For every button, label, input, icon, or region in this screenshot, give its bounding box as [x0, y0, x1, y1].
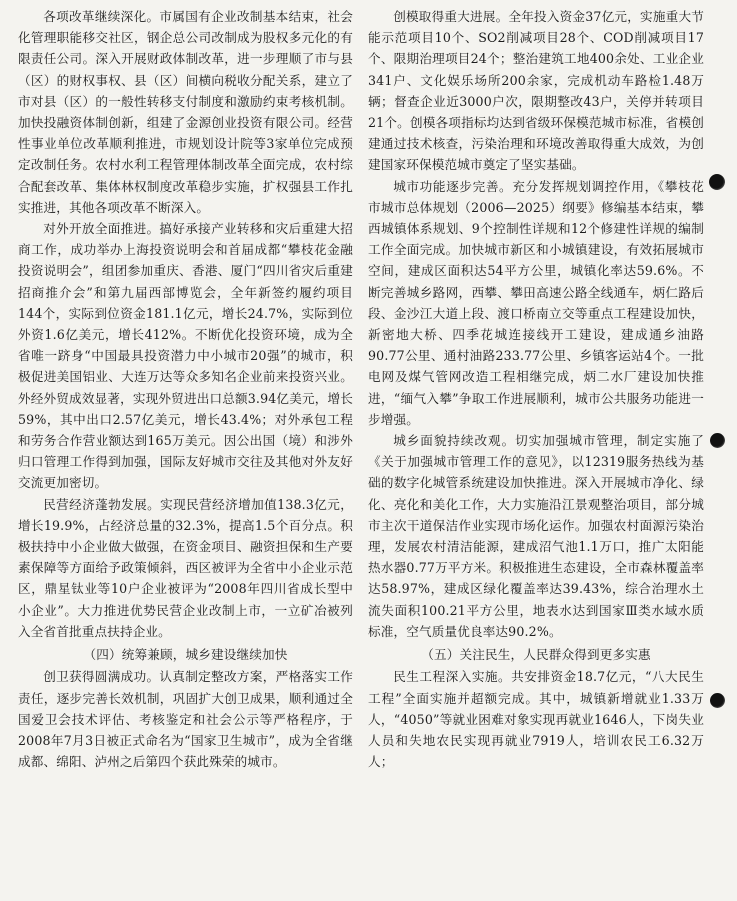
- section-heading-urban-rural: （四）统筹兼顾，城乡建设继续加快: [83, 647, 288, 663]
- left-column: [18, 6, 353, 772]
- right-column: [368, 6, 704, 772]
- paragraph-city-function: 城市功能逐步完善。充分发挥规划调控作用，《攀枝花市城市总体规划（2006—2025）纲要》修编基本结束，攀西城镇体系规划、9个控制性详规和12个修建性详规的编制工作全面完成。加快城市新区和小城镇建设，有效拓展城市空间，建成区面积达54平方公里，城镇化率达59.6%。不断完善城乡路网，西攀、攀田高速公路全线通车，炳仁路后段、金沙江大道上段、渡口桥南立交等重点工程建设加快，新密地大桥、四季花城连接线开工建设，建成通乡油路90.77公里、通村油路233.77公里、乡镇客运站4个。一批电网及煤气管网改造工程相继完成，炳二水厂建设加快推进，“缅气入攀”争取工作进展顺利，城市公共服务功能进一步增强。: [368, 178, 704, 427]
- binding-hole: [710, 693, 725, 708]
- paragraph-sanitary-city: 创卫获得圆满成功。认真制定整改方案，严格落实工作责任，逐步完善长效机制，巩固扩大创卫成果，顺利通过全国爱卫会技术评估、考核鉴定和社会公示等严格程序，于2008年7月3日被正式命名为“国家卫生城市”，成为全省继成都、绵阳、泸州之后第四个获此殊荣的城市。: [18, 669, 353, 770]
- paragraph-environmental-model: 创模取得重大进展。全年投入资金37亿元，实施重大节能示范项目10个、SO2削减项目28个、COD削减项目17个、限期治理项目24个；整治建筑工地400余处、工业企业341户、文化娱乐场所200余家，完成机动车路检1.48万辆；督查企业近3000户次，限期整改43户，关停并转项目21个。创模各项指标均达到省级环保模范城市标准，省模创建通过技术核查，污染治理和环境改善取得重大成效，为创建国家环保模范城市奠定了坚实基础。: [368, 9, 704, 173]
- binding-hole: [709, 174, 725, 190]
- paragraph-livelihood-projects: 民生工程深入实施。共安排资金18.7亿元，“八大民生工程”全面实施并超额完成。其中，城镇新增就业1.33万人，“4050”等就业困难对象实现再就业1646人，下岗失业人员和失地农民实现再就业7919人，培训农民工6.32万人；: [368, 669, 704, 770]
- binding-hole: [710, 433, 725, 448]
- paragraph-reform: 各项改革继续深化。市属国有企业改制基本结束，社会化管理职能移交社区，钢企总公司改制成为股权多元化的有限责任公司。深入开展财政体制改革，进一步理顺了市与县（区）的财权事权、县（区）间横向税收分配关系，建立了市对县（区）的一般性转移支付制度和激励约束考核机制。加快投融资体制创新，组建了金源创业投资有限公司。经营性事业单位改革顺利推进，市规划设计院等3家单位完成预定改制任务。农村水利工程管理体制改革全面完成，农村综合配套改革、集体林权制度改革稳步实施，扩权强县工作扎实推进，其他各项改革不断深入。: [18, 9, 353, 215]
- paragraph-city-appearance: 城乡面貌持续改观。切实加强城市管理，制定实施了《关于加强城市管理工作的意见》，以12319服务热线为基础的数字化城管系统建设加快推进。深入开展城市净化、绿化、亮化和美化工作，大力实施沿江景观整治项目，部分城市主次干道保洁作业实现市场化运作。加强农村面源污染治理，发展农村清洁能源，建成沼气池1.1万口，推广太阳能热水器0.77万平方米。积极推进生态建设，全市森林覆盖率达58.97%，建成区绿化覆盖率达39.43%，综合治理水土流失面积100.21平方公里，地表水达到国家Ⅲ类水域水质标准，空气质量优良率达90.2%。: [368, 433, 704, 639]
- section-heading-livelihood: （五）关注民生，人民群众得到更多实惠: [421, 647, 651, 663]
- paragraph-opening-up: 对外开放全面推进。搞好承接产业转移和灾后重建大招商工作，成功举办上海投资说明会和首届成都“攀枝花金融投资说明会”，组团参加重庆、香港、厦门“四川省灾后重建招商推介会”和第九届西部博览会，全年新签约履约项目144个，实际到位资金181.1亿元，增长24.7%，实际到位外资1.6亿美元，增长412%。不断优化投资环境，成为全省唯一跻身“中国最具投资潜力中小城市20强”的城市，积极促进美国铝业、大连万达等众多知名企业前来投资兴业。外经外贸成效显著，实现外贸进出口总额3.94亿美元，增长59%，其中出口2.57亿美元，增长43.4%；对外承包工程和劳务合作营业额达到165万美元。因公出国（境）和涉外归口管理工作得到加强，国际友好城市交往及其他对外友好交流更加密切。: [18, 221, 353, 491]
- paragraph-private-economy: 民营经济蓬勃发展。实现民营经济增加值138.3亿元，增长19.9%，占经济总量的32.3%，提高1.5个百分点。积极扶持中小企业做大做强，在资金项目、融资担保和生产要素保障等方面给予政策倾斜，西区被评为全省中小企业示范区，鼎星钛业等10户企业被评为“2008年四川省成长型中小企业”。大力推进优势民营企业改制上市，一立矿冶被列入全省首批重点扶持企业。: [18, 496, 353, 639]
